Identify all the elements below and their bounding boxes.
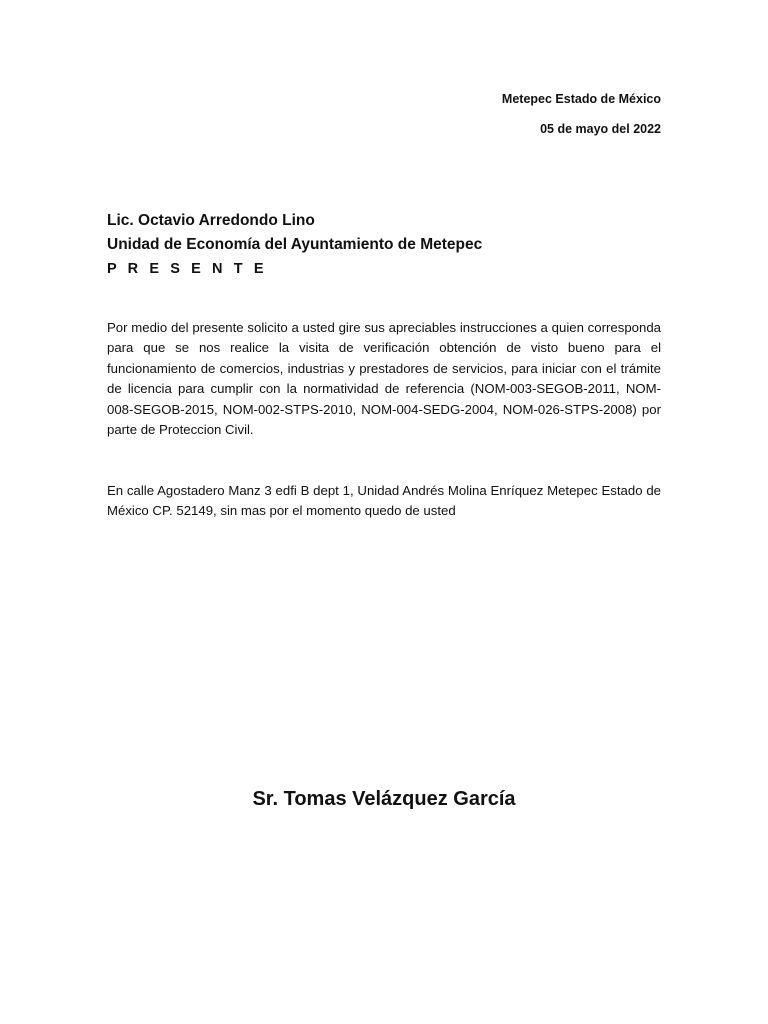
letter-date: 05 de mayo del 2022 bbox=[540, 122, 661, 136]
recipient-salutation: P R E S E N T E bbox=[107, 261, 268, 277]
recipient-unit: Unidad de Economía del Ayuntamiento de Metepec bbox=[107, 236, 483, 253]
body-paragraph-request: Por medio del presente solicito a usted gire sus apreciables instrucciones a quien corresponda para que se nos realice la visita de verificación obtención de visto bueno para el funcionamiento de comercios, industrias y prestadores de servicios, para iniciar con el trámite de licencia para cumplir con la normatividad de referencia (NOM-003-SEGOB-2011, NOM-008-SEGOB-2015, NOM-002-STPS-2010, NOM-004-SEDG-2004, NOM-026-STPS-2008) por parte de Proteccion Civil. bbox=[107, 320, 661, 438]
recipient-block bbox=[107, 209, 667, 281]
recipient-name: Lic. Octavio Arredondo Lino bbox=[107, 212, 315, 229]
letter-place: Metepec Estado de México bbox=[501, 92, 661, 106]
body-paragraph-address: En calle Agostadero Manz 3 edfi B dept 1, Unidad Andrés Molina Enríquez Metepec Estado de México CP. 52149, sin mas por el momento quedo de usted bbox=[107, 483, 661, 519]
signature-name: Sr. Tomas Velázquez García bbox=[252, 788, 516, 810]
